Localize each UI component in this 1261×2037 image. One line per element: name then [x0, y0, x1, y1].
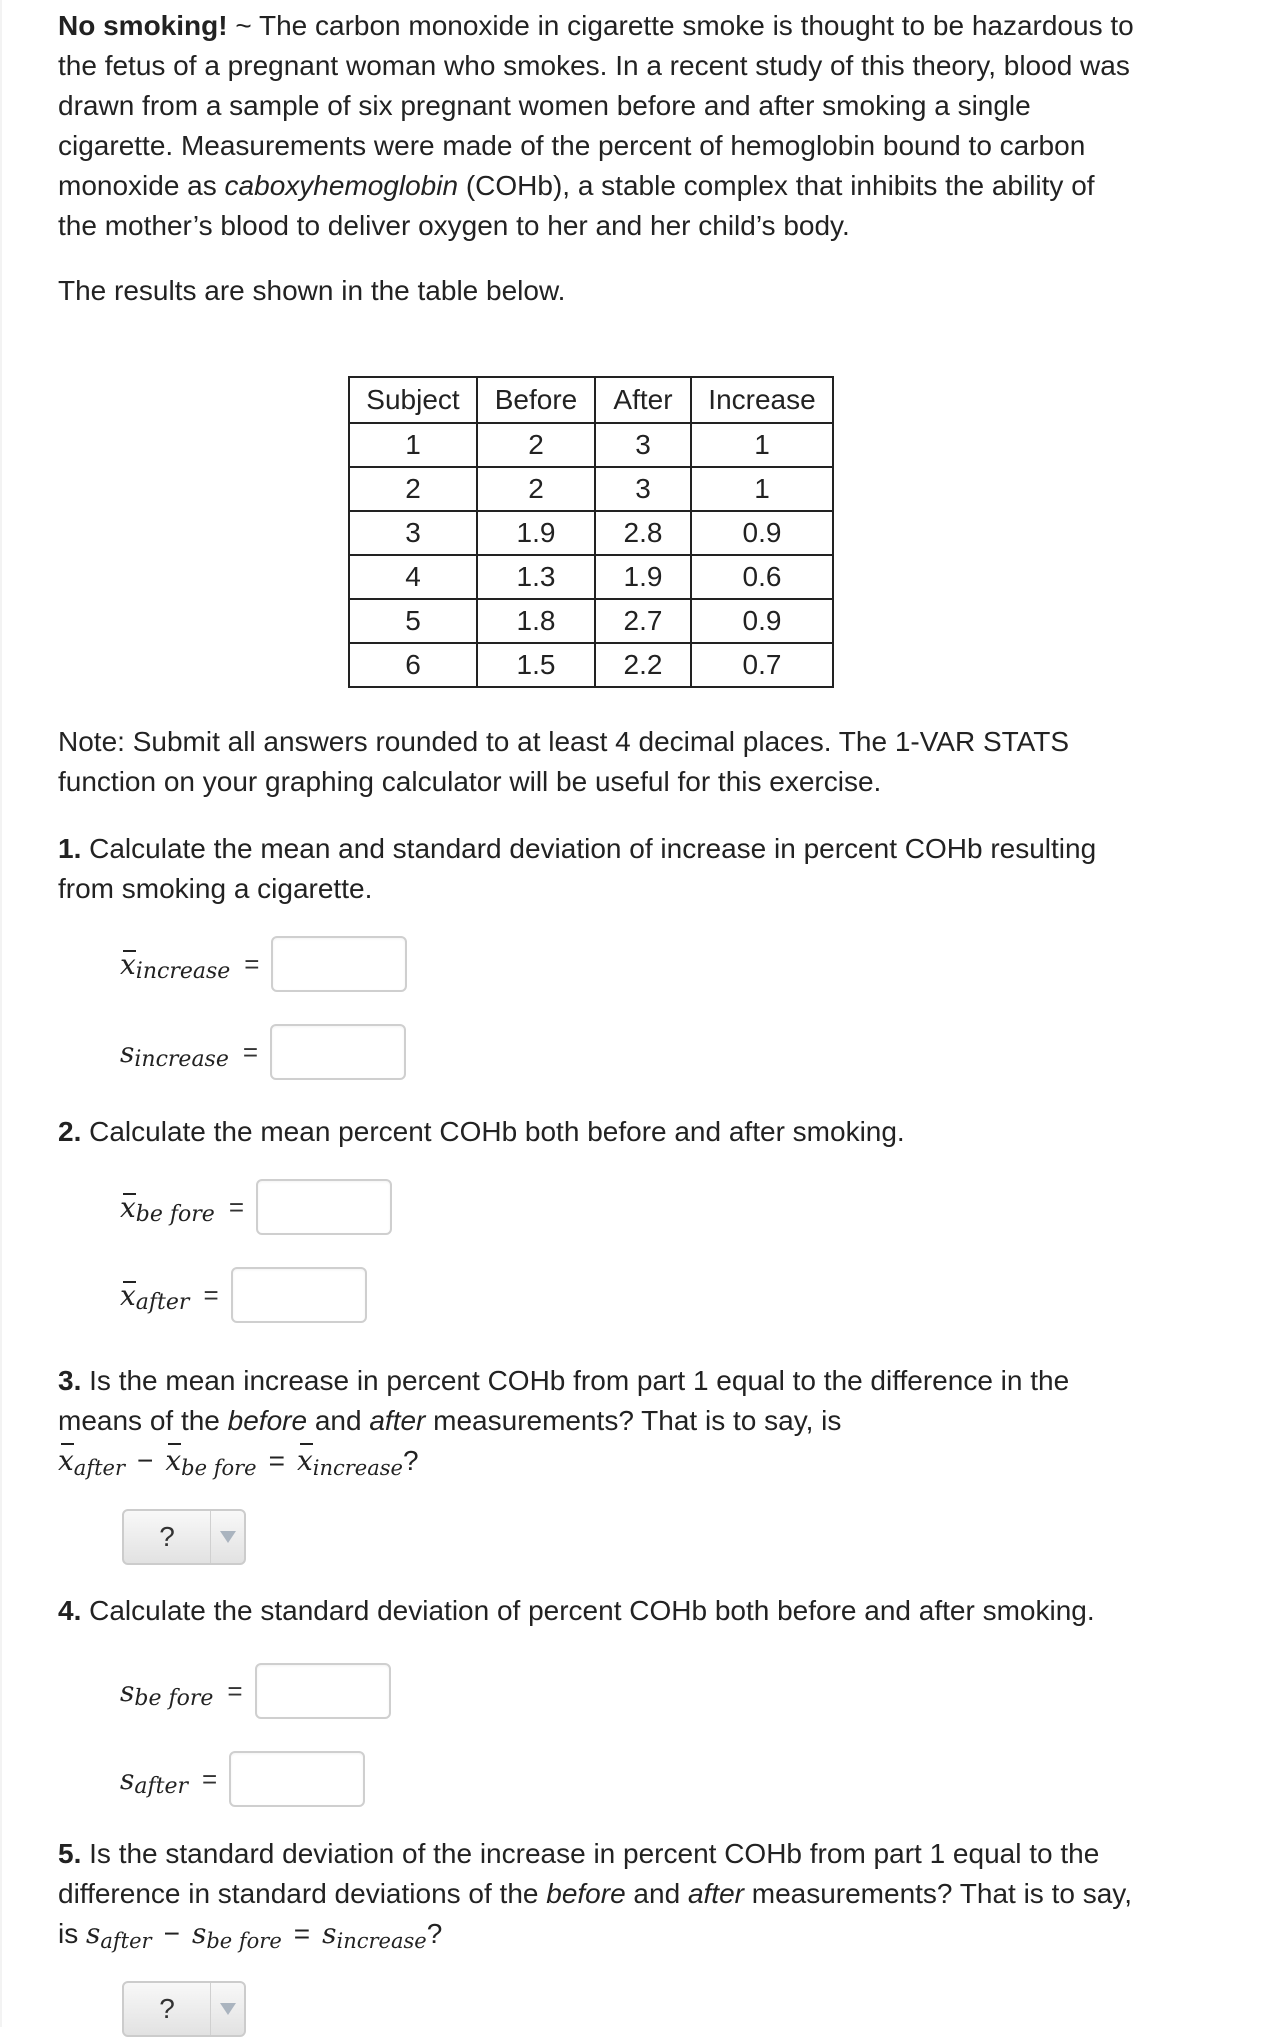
table-cell: 1.5: [477, 643, 595, 687]
question-mark: ?: [426, 1918, 443, 1949]
question-5: [58, 1834, 1138, 1956]
table-cell: 2.2: [595, 643, 691, 687]
question-3: [58, 1361, 1138, 1483]
mean-before-row: [120, 1179, 392, 1235]
subscript-after: after: [73, 1456, 125, 1480]
chevron-down-icon: [220, 1531, 236, 1543]
s-symbol: s: [322, 1917, 337, 1950]
header-increase: Increase: [691, 377, 833, 423]
intro-text: The carbon monoxide in cigarette smoke is thought to be hazardous to the fetus of a pregnant woman who smokes. In a recent study of this theory, blood was drawn from a sample of six pregnant women before and after smoking a single cigarette. Measurements were made of the percent of hemoglobin bound to carbon monoxide as: [58, 10, 1134, 201]
xbar-symbol: x: [58, 1441, 74, 1481]
subscript-after: after: [135, 1289, 190, 1315]
question-5-after: after: [687, 1878, 744, 1909]
table-cell: 0.9: [691, 599, 833, 643]
results-text: The results are shown in the table below.: [58, 275, 566, 306]
question-5-equation: [86, 1917, 427, 1953]
table-cell: 4: [349, 555, 477, 599]
table-row: [349, 511, 833, 555]
subscript-before: be fore: [134, 1685, 214, 1711]
equals-sign: =: [244, 948, 260, 979]
table-row: [349, 423, 833, 467]
table-row: [349, 599, 833, 643]
question-3-equation: [58, 1444, 403, 1480]
question-3-number: 3.: [58, 1365, 82, 1396]
question-2: [58, 1112, 1138, 1152]
dropdown-value: ?: [159, 1521, 175, 1552]
sd-increase-input[interactable]: [270, 1024, 406, 1080]
question-2-text: Calculate the mean percent COHb both before and after smoking.: [81, 1116, 905, 1147]
intro-paragraph: [58, 6, 1138, 246]
question-4: [58, 1591, 1138, 1631]
mean-before-input[interactable]: [256, 1179, 392, 1235]
table-cell: 3: [349, 511, 477, 555]
table-row: [349, 643, 833, 687]
table-cell: 2.7: [595, 599, 691, 643]
s-symbol: s: [120, 1674, 135, 1708]
question-4-number: 4.: [58, 1595, 82, 1626]
xbar-symbol: x: [165, 1441, 181, 1481]
sd-before-row: [120, 1663, 391, 1719]
xbar-symbol: x: [120, 947, 136, 981]
header-before: Before: [477, 377, 595, 423]
question-5-and: and: [625, 1878, 688, 1909]
chevron-down-icon: [220, 2003, 236, 2015]
table-cell: 1.9: [477, 511, 595, 555]
intro-text-end: (COHb), a stable complex that inhibits the ability of the mother’s blood to deliver oxygen to her and her child’s body.: [58, 170, 1095, 241]
minus-sign: −: [137, 1445, 154, 1476]
equals-sign: =: [268, 1445, 285, 1476]
header-subject: Subject: [349, 377, 477, 423]
question-5-text-end: measurements? That is to say, is: [58, 1878, 1132, 1949]
equals-sign: =: [227, 1675, 243, 1706]
question-3-and: and: [307, 1405, 370, 1436]
dropdown-arrow[interactable]: [211, 1531, 244, 1543]
question-5-number: 5.: [58, 1838, 82, 1869]
s-symbol: s: [191, 1917, 207, 1950]
table-cell: 1: [349, 423, 477, 467]
sd-after-row: [120, 1751, 365, 1807]
sd-increase-row: [120, 1024, 406, 1080]
subscript-increase: increase: [336, 1929, 427, 1953]
mean-after-label: [120, 1278, 190, 1315]
problem-title: No smoking!: [58, 10, 228, 41]
table-row: [349, 467, 833, 511]
sd-after-label: [120, 1762, 189, 1799]
subscript-before: be fore: [135, 1201, 215, 1227]
table-cell: 1.9: [595, 555, 691, 599]
sd-increase-label: [120, 1035, 229, 1072]
subscript-before: be fore: [206, 1929, 282, 1953]
table-cell: 2.8: [595, 511, 691, 555]
equals-sign: =: [242, 1036, 259, 1067]
question-3-dropdown[interactable]: [122, 1509, 246, 1565]
s-symbol: s: [120, 1035, 135, 1069]
s-symbol: s: [86, 1917, 101, 1950]
equals-sign: =: [202, 1763, 218, 1794]
equals-sign: =: [228, 1191, 245, 1222]
table-cell: 2: [477, 423, 595, 467]
subscript-after: after: [100, 1929, 152, 1953]
question-4-text: Calculate the standard deviation of percent COHb both before and after smoking.: [81, 1595, 1095, 1626]
table-cell: 6: [349, 643, 477, 687]
table-cell: 3: [595, 423, 691, 467]
sd-after-input[interactable]: [229, 1751, 365, 1807]
mean-increase-input[interactable]: [271, 936, 407, 992]
table-cell: 5: [349, 599, 477, 643]
question-3-text-end: measurements? That is to say, is: [425, 1405, 842, 1436]
equals-sign: =: [293, 1918, 311, 1949]
question-5-before: before: [546, 1878, 626, 1909]
sd-before-input[interactable]: [255, 1663, 391, 1719]
subscript-increase: increase: [312, 1456, 403, 1480]
question-3-text: Is the mean increase in percent COHb from part 1 equal to the difference in the means of the: [58, 1365, 1070, 1436]
table-cell: 0.7: [691, 643, 833, 687]
subscript-increase: increase: [135, 958, 231, 984]
title-separator: ~: [227, 10, 259, 41]
table-cell: 2: [477, 467, 595, 511]
subscript-after: after: [134, 1773, 189, 1799]
mean-after-row: [120, 1267, 367, 1323]
question-3-after: after: [369, 1405, 426, 1436]
s-symbol: s: [120, 1762, 135, 1796]
dropdown-value: ?: [159, 1993, 175, 2024]
xbar-symbol: x: [297, 1441, 313, 1481]
xbar-symbol: x: [120, 1190, 136, 1224]
question-1-number: 1.: [58, 833, 82, 864]
question-5-dropdown[interactable]: [122, 1981, 246, 2037]
table-cell: 1.8: [477, 599, 595, 643]
sd-before-label: [120, 1674, 214, 1711]
table-row: [349, 555, 833, 599]
table-cell: 1.3: [477, 555, 595, 599]
table-cell: 2: [349, 467, 477, 511]
dropdown-arrow[interactable]: [211, 2003, 244, 2015]
minus-sign: −: [163, 1918, 180, 1949]
question-1-text: Calculate the mean and standard deviation of increase in percent COHb resulting from smoking a cigarette.: [58, 833, 1097, 904]
mean-increase-row: [120, 936, 407, 992]
question-3-before: before: [227, 1405, 308, 1436]
table-cell: 0.9: [691, 511, 833, 555]
subscript-increase: increase: [134, 1046, 229, 1072]
table-cell: 1: [691, 423, 833, 467]
table-cell: 0.6: [691, 555, 833, 599]
data-table: [348, 376, 834, 688]
equals-sign: =: [203, 1279, 219, 1310]
table-cell: 1: [691, 467, 833, 511]
question-1: [58, 829, 1138, 909]
question-5-text: Is the standard deviation of the increase in percent COHb from part 1 equal to the difference in standard deviations of the: [58, 1838, 1100, 1909]
mean-before-label: [120, 1190, 215, 1227]
xbar-symbol: x: [120, 1278, 136, 1312]
table-cell: 3: [595, 467, 691, 511]
header-after: After: [595, 377, 691, 423]
mean-after-input[interactable]: [231, 1267, 367, 1323]
question-mark: ?: [402, 1445, 419, 1476]
mean-increase-label: [120, 947, 231, 984]
question-2-number: 2.: [58, 1116, 82, 1147]
table-header-row: [349, 377, 833, 423]
intro-term: caboxyhemoglobin: [224, 170, 459, 201]
note-text: Note: Submit all answers rounded to at least 4 decimal places. The 1-VAR STATS function on your graphing calculator will be useful for this exercise.: [58, 726, 1070, 797]
subscript-before: be fore: [181, 1456, 257, 1480]
